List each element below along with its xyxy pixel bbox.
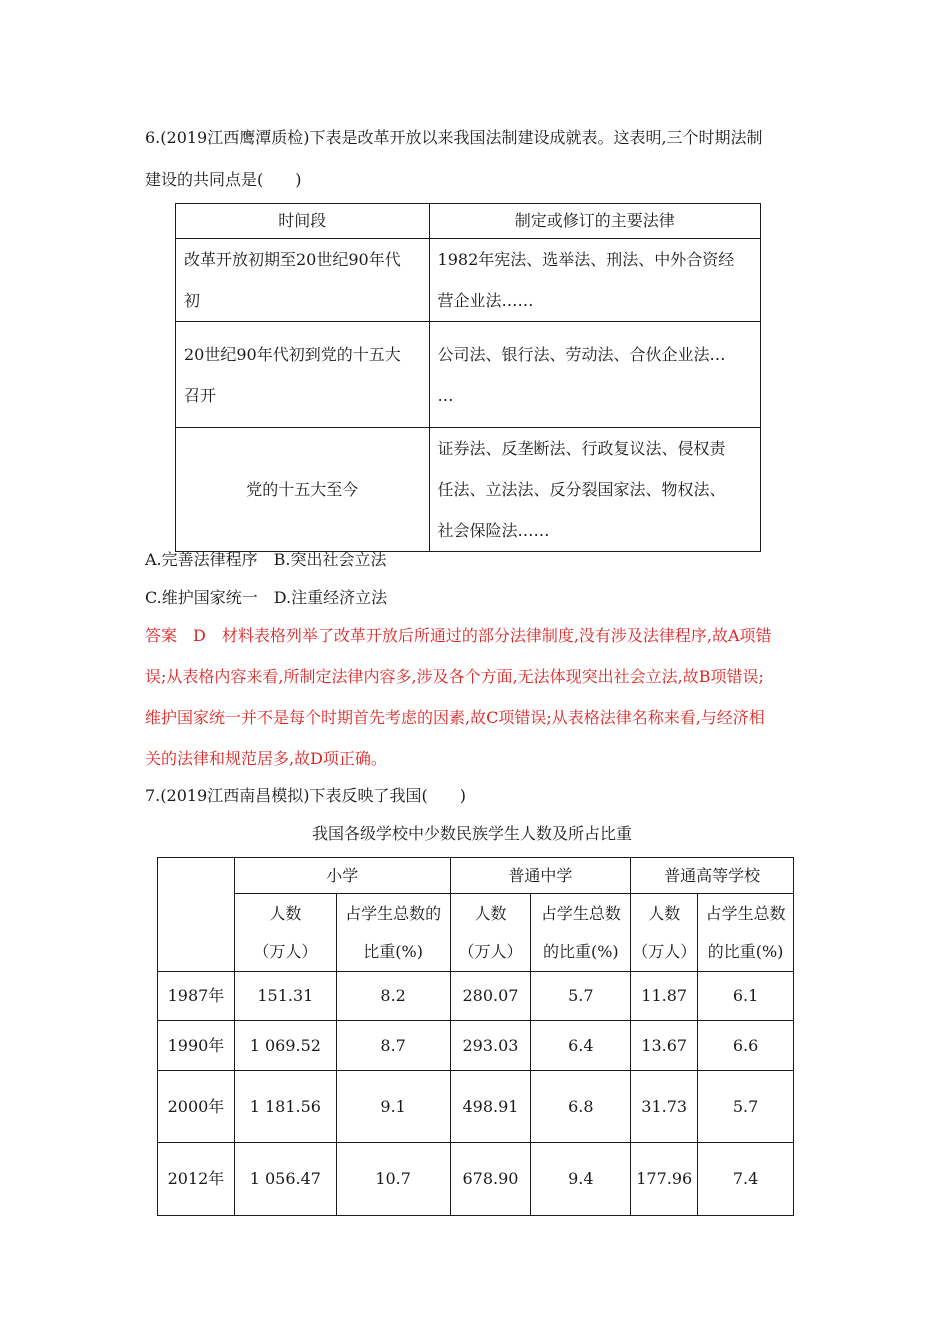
cell: 498.91	[450, 1071, 531, 1143]
cell: 13.67	[631, 1021, 698, 1071]
cell: 6.6	[698, 1021, 794, 1071]
law-table-row	[176, 428, 761, 552]
cell: 8.7	[336, 1021, 450, 1071]
law-table-period: 党的十五大至今	[176, 428, 430, 552]
law-table-row	[176, 322, 761, 428]
law-table-row	[176, 239, 761, 322]
q6-answer-line-3: 维护国家统一并不是每个时期首先考虑的因素,故C项错误;从表格法律名称来看,与经济相	[145, 708, 765, 727]
group-header-higher: 普通高等学校	[631, 858, 794, 894]
group-header-secondary: 普通中学	[450, 858, 631, 894]
table-row	[158, 972, 794, 1021]
table-row	[158, 1071, 794, 1143]
cell: 10.7	[336, 1143, 450, 1216]
cell: 31.73	[631, 1071, 698, 1143]
cell: 9.4	[531, 1143, 631, 1216]
cell: 5.7	[698, 1071, 794, 1143]
cell: 6.8	[531, 1071, 631, 1143]
subhead-ratio: 占学生总数 的比重(%)	[698, 894, 794, 972]
cell: 5.7	[531, 972, 631, 1021]
cell: 1 069.52	[234, 1021, 336, 1071]
q6-stem-line-2: 建设的共同点是( )	[145, 170, 302, 189]
law-table-header-laws: 制定或修订的主要法律	[429, 204, 760, 239]
q6-stem-line-1: 6.(2019江西鹰潭质检)下表是改革开放以来我国法制建设成就表。这表明,三个时期法制	[145, 128, 763, 147]
law-table-laws: 证券法、反垄断法、行政复议法、侵权责 任法、立法法、反分裂国家法、物权法、 社会保险法……	[429, 428, 760, 552]
cell: 6.4	[531, 1021, 631, 1071]
law-table-laws: 公司法、银行法、劳动法、合伙企业法… …	[429, 322, 760, 428]
q6-answer-line-2: 误;从表格内容来看,所制定法律内容多,涉及各个方面,无法体现突出社会立法,故B项错误;	[145, 667, 764, 686]
cell: 11.87	[631, 972, 698, 1021]
q6-option-line-2: C.维护国家统一 D.注重经济立法	[145, 588, 388, 607]
subhead-count: 人数 （万人）	[631, 894, 698, 972]
cell: 6.1	[698, 972, 794, 1021]
cell: 678.90	[450, 1143, 531, 1216]
law-table-header-period: 时间段	[176, 204, 430, 239]
row-year: 2012年	[158, 1143, 235, 1216]
table-row	[158, 1143, 794, 1216]
q7-stem: 7.(2019江西南昌模拟)下表反映了我国( )	[145, 786, 466, 805]
group-header-primary: 小学	[234, 858, 450, 894]
cell: 280.07	[450, 972, 531, 1021]
q6-option-line-1: A.完善法律程序 B.突出社会立法	[145, 550, 387, 569]
subhead-ratio: 占学生总数的 比重(%)	[336, 894, 450, 972]
row-year: 2000年	[158, 1071, 235, 1143]
q7-table-title: 我国各级学校中少数民族学生人数及所占比重	[312, 824, 633, 843]
law-table-laws: 1982年宪法、选举法、刑法、中外合资经 营企业法……	[429, 239, 760, 322]
cell: 7.4	[698, 1143, 794, 1216]
cell: 151.31	[234, 972, 336, 1021]
law-table-period: 改革开放初期至20世纪90年代 初	[176, 239, 430, 322]
cell: 1 181.56	[234, 1071, 336, 1143]
subhead-ratio: 占学生总数 的比重(%)	[531, 894, 631, 972]
q6-answer-line-1: 答案 D 材料表格列举了改革开放后所通过的部分法律制度,没有涉及法律程序,故A项错	[145, 626, 772, 645]
students-table	[157, 857, 794, 1216]
row-year: 1987年	[158, 972, 235, 1021]
table-row	[158, 1021, 794, 1071]
cell: 1 056.47	[234, 1143, 336, 1216]
law-table-period: 20世纪90年代初到党的十五大 召开	[176, 322, 430, 428]
subhead-count: 人数 （万人）	[234, 894, 336, 972]
students-table-corner	[158, 858, 235, 972]
q6-answer-line-4: 关的法律和规范居多,故D项正确。	[145, 749, 387, 768]
cell: 293.03	[450, 1021, 531, 1071]
subhead-count: 人数 （万人）	[450, 894, 531, 972]
cell: 9.1	[336, 1071, 450, 1143]
cell: 8.2	[336, 972, 450, 1021]
cell: 177.96	[631, 1143, 698, 1216]
row-year: 1990年	[158, 1021, 235, 1071]
law-table	[175, 203, 761, 552]
